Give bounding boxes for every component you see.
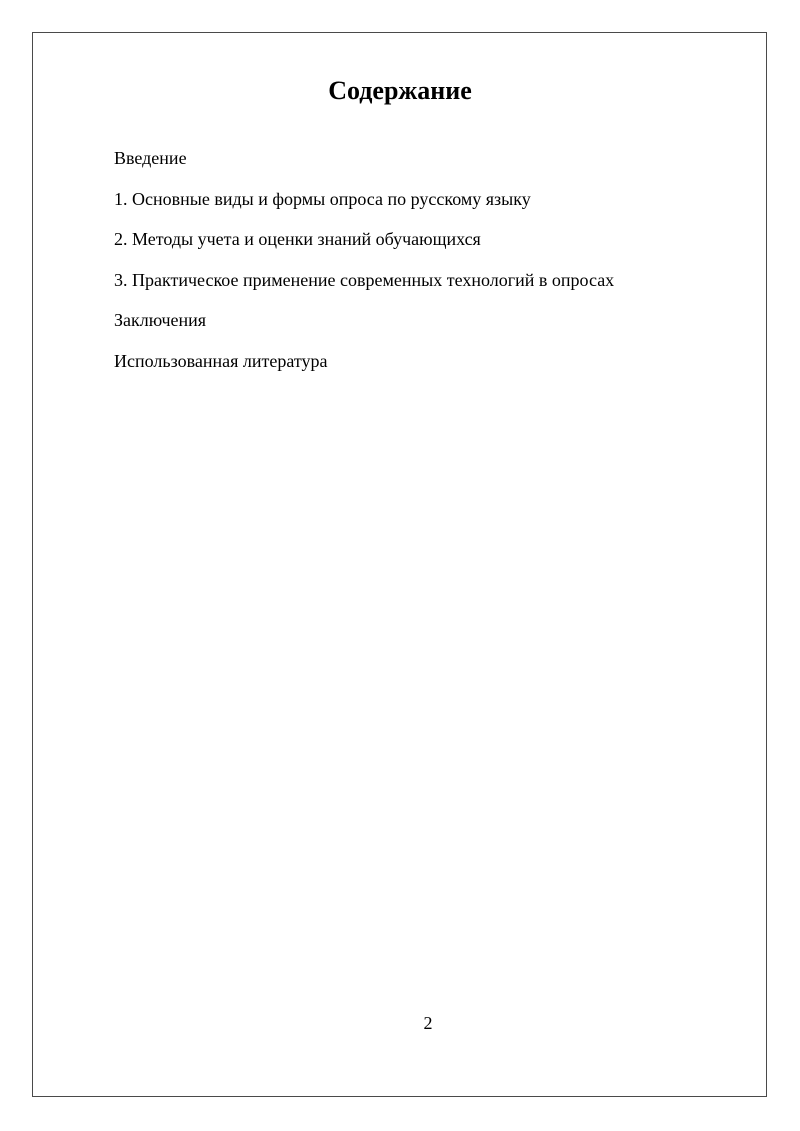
toc-item-chapter-2: 2. Методы учета и оценки знаний обучающихся bbox=[114, 229, 481, 249]
toc-item-chapter-1: 1. Основные виды и формы опроса по русскому языку bbox=[114, 188, 531, 209]
toc-item-conclusion: Заключения bbox=[114, 310, 207, 330]
page-title: Содержание bbox=[328, 76, 472, 105]
toc-item-introduction: Введение bbox=[114, 148, 187, 168]
page-number: 2 bbox=[423, 1013, 433, 1033]
toc-item-references: Использованная литература bbox=[114, 350, 328, 371]
table-of-contents bbox=[114, 147, 614, 390]
toc-item-chapter-3: 3. Практическое применение современных технологий в опросах bbox=[114, 269, 615, 290]
